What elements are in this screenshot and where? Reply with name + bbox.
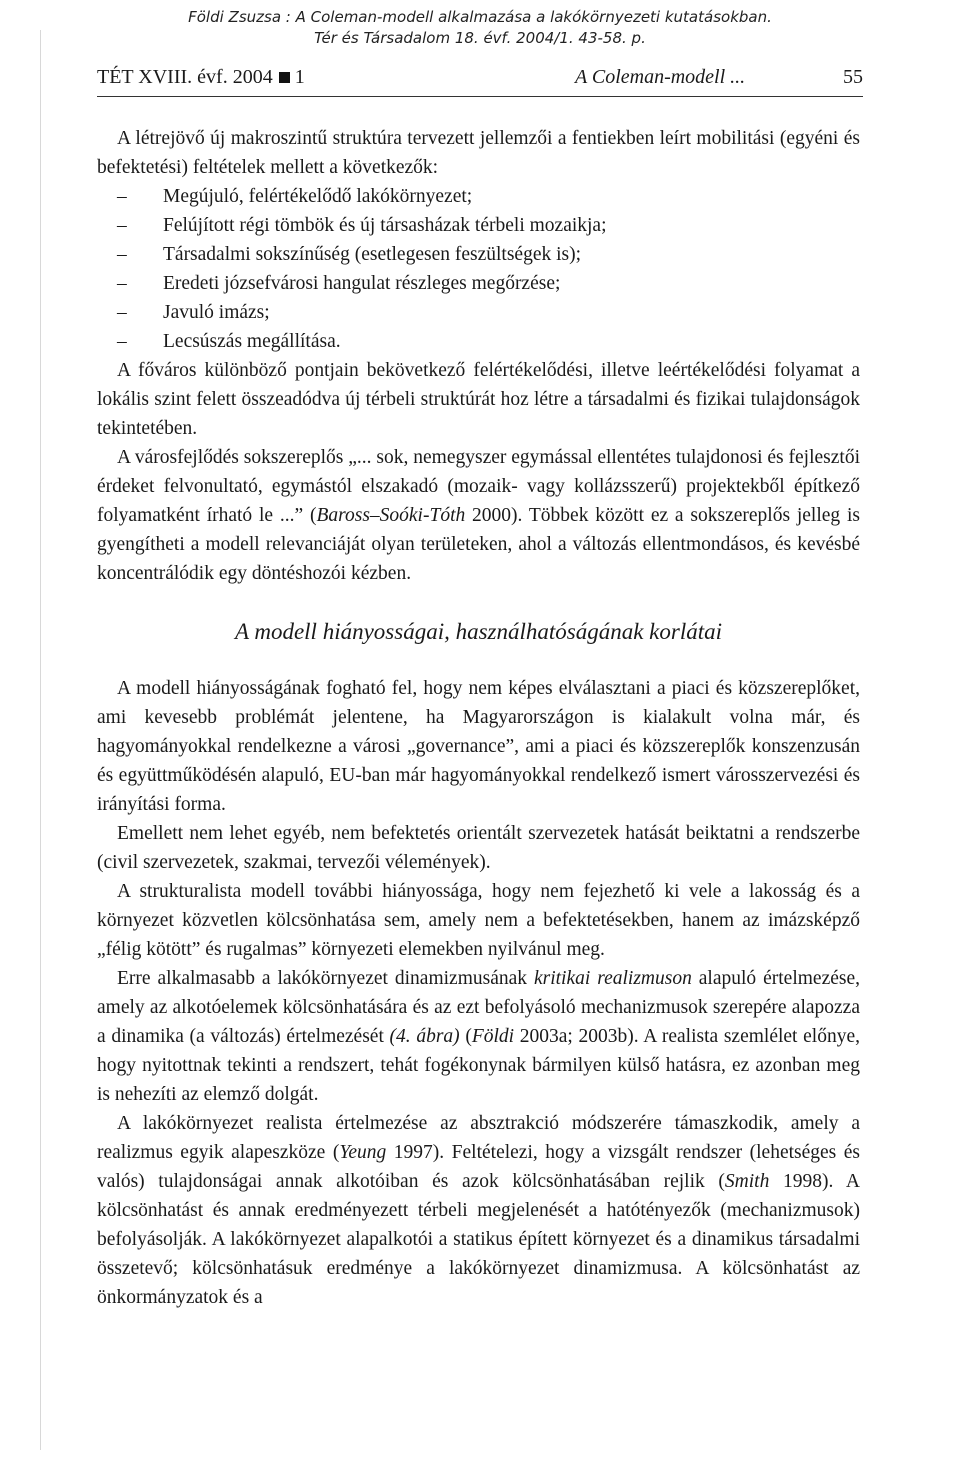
dash-marker: – bbox=[117, 186, 127, 207]
journal-label: TÉT XVIII. évf. 2004 bbox=[97, 66, 273, 88]
text-run: Többek között ez a sokszereplős jelleg is gyengítheti a modell relevanciáját olyan területeken, ahol a változás ellentmondásos, és kevésbé koncentrálódik egy döntéshozói kézben. bbox=[97, 505, 860, 584]
running-head-journal bbox=[97, 66, 305, 89]
list-item-text: Eredeti józsefvárosi hangulat részleges megőrzése; bbox=[163, 273, 561, 294]
list-item-text: Felújított régi tömbök és új társasházak térbeli mozaikja; bbox=[163, 215, 607, 236]
text-run: 1997). Feltételezi, hogy a vizsgált rendszer (lehetséges és valós) tulajdonságai annak alkotóiban és azok kölcsönhatásában rejlik ( bbox=[97, 1142, 861, 1192]
feature-list bbox=[97, 182, 860, 356]
list-item bbox=[97, 298, 860, 327]
citation-author: Földi bbox=[471, 1026, 515, 1047]
dash-marker: – bbox=[117, 331, 127, 352]
paragraph-emellett: Emellett nem lehet egyéb, nem befektetés orientált szervezetek hatását beiktatni a rendszerbe (civil szervezetek, szakmai, tervezői vélemények). bbox=[97, 823, 860, 873]
citation-author: Smith bbox=[724, 1171, 770, 1192]
citation-line-2: Tér és Társadalom 18. évf. 2004/1. 43-58. p. bbox=[314, 29, 646, 47]
text-run: 1998). A kölcsönhatást és annak eredményezett térbeli megjelenését a hatótényezők (mechanizmusok) befolyásolják. A lakókörnyezet alapalkotói a statikus épített környezet és a dinamikus társadalmi összetevő; kölcsönhatásuk eredménye a lakókörnyezet dinamizmusa. A kölcsönhatást az önkormányzatok és a bbox=[97, 1171, 860, 1308]
citation-author: Yeung bbox=[339, 1142, 387, 1163]
text-run: alapuló értelmezése, amely az alkotóelemek kölcsönhatására és az ezt befolyásoló mechanizmusok szerepére alapozza a dinamika (a változás) értelmezését bbox=[97, 968, 860, 1047]
list-item-text: Lecsúszás megállítása. bbox=[163, 331, 341, 352]
paragraph-fovaros: A főváros különböző pontjain bekövetkező felértékelődési, illetve leértékelődési folyamat a lokális szint felett összeadódva új térbeli struktúrát hoz létre a társadalmi és fizikai tulajdonságok tekintetében. bbox=[97, 360, 860, 439]
page-number: 55 bbox=[843, 66, 863, 88]
dash-marker: – bbox=[117, 273, 127, 294]
article-body bbox=[97, 124, 860, 1312]
square-bullet-icon bbox=[279, 72, 290, 83]
list-item-text: Javuló imázs; bbox=[163, 302, 270, 323]
list-item bbox=[97, 211, 860, 240]
scan-margin-line bbox=[40, 30, 41, 1450]
dash-marker: – bbox=[117, 302, 127, 323]
text-run: A városfejlődés sokszereplős „... sok, nemegyszer egymással ellentétes tulajdonosi és fejlesztői érdeket felvonultató, egymástól elszakadó (mozaik- vagy kollázsszerű) projektekből építkező folyamatként írható le ...” ( bbox=[97, 447, 860, 526]
paragraph-strukturalista: A strukturalista modell további hiányossága, hogy nem fejezhető ki vele a lakosság és a környezet közvetlen kölcsönhatása sem, amely nem a befektetésekben, hanem az imázsképző „félig kötött” és rugalmas” környezeti elemekben nyilvánul meg. bbox=[97, 881, 860, 960]
intro-paragraph: A létrejövő új makroszintű struktúra tervezett jellemzői a fentiekben leírt mobilitási (egyéni és befektetési) feltételek mellett a következők: bbox=[97, 128, 860, 178]
text-run: Erre alkalmasabb a lakókörnyezet dinamizmusának bbox=[117, 968, 534, 989]
running-head bbox=[97, 66, 863, 97]
text-run: 2003a; 2003b). A realista szemlélet előnye, hogy nyitottnak tekinti a rendszert, tehát fogékonynak bármilyen külső hatásra, ez azonban meg is nehezíti az elemző dolgát. bbox=[97, 1026, 860, 1105]
section-heading: A modell hiányosságai, használhatóságának korlátai bbox=[234, 619, 723, 644]
citation-author: Baross–Soóki-Tóth bbox=[316, 505, 466, 526]
text-run: A lakókörnyezet realista értelmezése az absztrakció módszerére támaszkodik, amely a realizmus egyik alapeszköze ( bbox=[97, 1113, 860, 1163]
running-head-title: A Coleman-modell ... bbox=[575, 66, 746, 88]
source-citation bbox=[0, 7, 960, 49]
dash-marker: – bbox=[117, 244, 127, 265]
paragraph-realista bbox=[97, 1109, 860, 1312]
paragraph-varosfejlodes bbox=[97, 443, 860, 588]
citation-year: 2000). bbox=[465, 505, 529, 526]
text-run: ( bbox=[459, 1026, 472, 1047]
paragraph-hianyossag: A modell hiányosságának fogható fel, hogy nem képes elválasztani a piaci és közszereplőket, ami kevesebb problémát jelentene, ha Magyarországon is kialakult volna már, és hagyományokkal rendelkezne a városi „governance”, ami a piaci és közszereplők konszenzusán és együttműködésén alapuló, EU-ban már hagyományokkal rendelkező ismert városszervezési és irányítási forma. bbox=[97, 678, 860, 815]
dash-marker: – bbox=[117, 215, 127, 236]
list-item bbox=[97, 182, 860, 211]
paragraph-erre bbox=[97, 964, 860, 1109]
list-item bbox=[97, 240, 860, 269]
list-item bbox=[97, 269, 860, 298]
list-item-text: Társadalmi sokszínűség (esetlegesen feszültségek is); bbox=[163, 244, 582, 265]
figure-reference: (4. ábra) bbox=[389, 1026, 460, 1047]
list-item-text: Megújuló, felértékelődő lakókörnyezet; bbox=[163, 186, 473, 207]
citation-line-1: Földi Zsuzsa : A Coleman-modell alkalmazása a lakókörnyezeti kutatásokban. bbox=[188, 8, 772, 26]
list-item bbox=[97, 327, 860, 356]
issue-number: 1 bbox=[294, 66, 305, 88]
emphasis-term: kritikai realizmuson bbox=[533, 968, 692, 989]
